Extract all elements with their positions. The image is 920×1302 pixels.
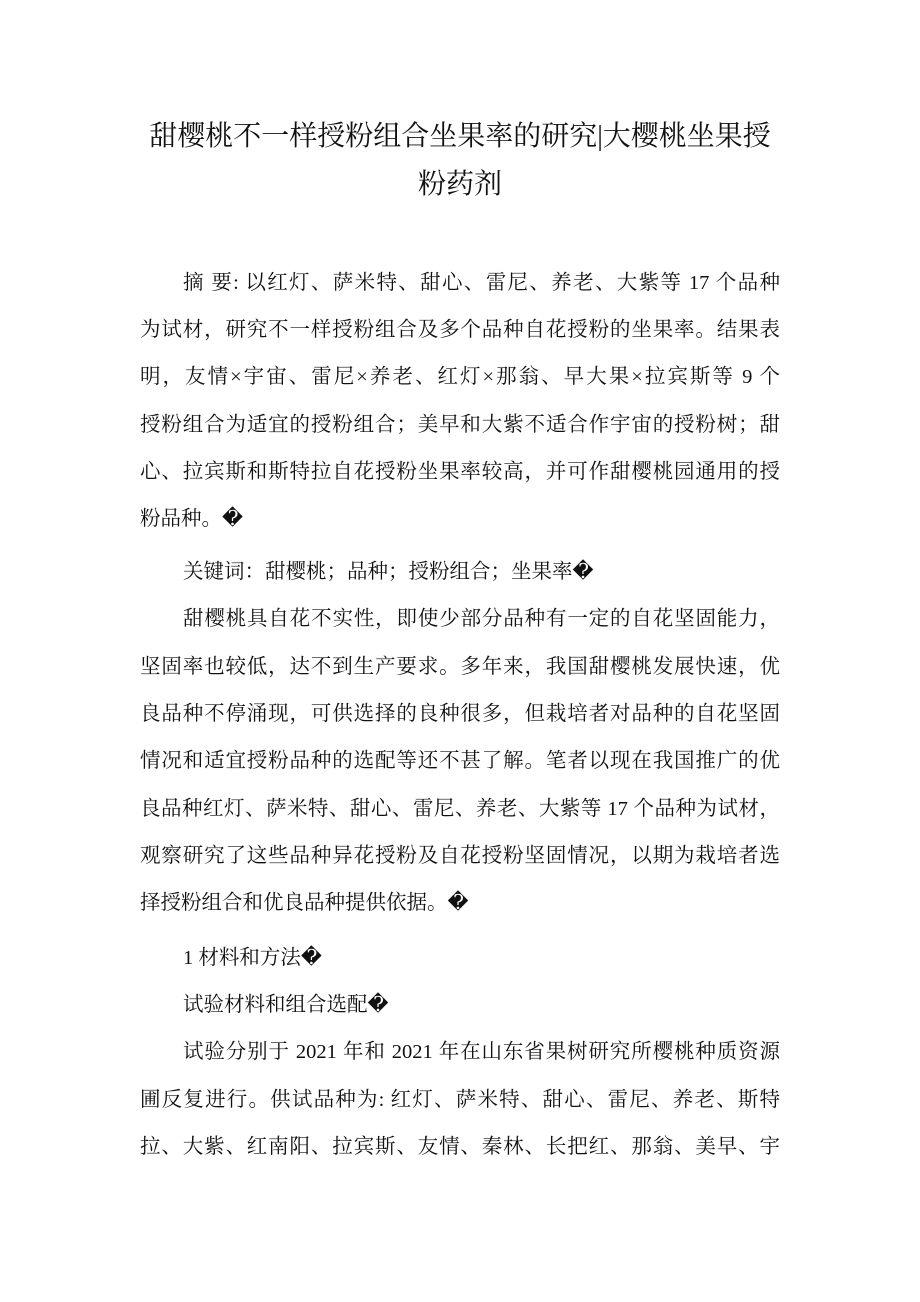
document-title-line-1: 甜樱桃不一样授粉组合坐果率的研究|大樱桃坐果授 — [149, 121, 771, 152]
body-line: 拉、大紫、红南阳、拉宾斯、友情、秦林、长把红、那翁、美早、宇 — [140, 1136, 780, 1158]
body-line: 圃反复进行。供试品种为: 红灯、萨米特、甜心、雷尼、养老、斯特 — [140, 1089, 780, 1111]
body-line: 观察研究了这些品种异花授粉及自花授粉坚固情况，以期为栽培者选 — [140, 845, 780, 867]
body-line: 坚固率也较低，达不到生产要求。多年来，我国甜樱桃发展快速，优 — [140, 656, 780, 678]
abstract-line: 明，友情×宇宙、雷尼×养老、红灯×那翁、早大果×拉宾斯等 9 个 — [140, 366, 780, 388]
abstract-line: 授粉组合为适宜的授粉组合；美早和大紫不适合作宇宙的授粉树；甜 — [140, 414, 780, 436]
keywords: 关键词：甜樱桃；品种；授粉组合；坐果率� — [183, 561, 594, 583]
body-line: 试验分别于 2021 年和 2021 年在山东省果树研究所樱桃种质资源 — [183, 1041, 780, 1063]
subsection-heading: 试验材料和组合选配� — [183, 994, 389, 1016]
abstract-line: 摘 要: 以红灯、萨米特、甜心、雷尼、养老、大紫等 17 个品种 — [183, 272, 780, 294]
document-title-line-2: 粉药剂 — [417, 169, 502, 200]
body-line: 甜樱桃具自花不实性，即使少部分品种有一定的自花坚固能力， — [183, 608, 780, 630]
body-line: 良品种红灯、萨米特、甜心、雷尼、养老、大紫等 17 个品种为试材， — [140, 798, 780, 820]
abstract-line: 粉品种。� — [140, 508, 244, 530]
body-line: 情况和适宜授粉品种的选配等还不甚了解。笔者以现在我国推广的优 — [140, 750, 780, 772]
abstract-line: 心、拉宾斯和斯特拉自花授粉坐果率较高，并可作甜樱桃园通用的授 — [140, 461, 780, 483]
body-line: 良品种不停涌现，可供选择的良种很多，但栽培者对品种的自花坚固 — [140, 703, 780, 725]
abstract-line: 为试材，研究不一样授粉组合及多个品种自花授粉的坐果率。结果表 — [140, 319, 780, 341]
body-line: 择授粉组合和优良品种提供依据。� — [140, 892, 469, 914]
section-heading: 1 材料和方法� — [183, 947, 322, 969]
